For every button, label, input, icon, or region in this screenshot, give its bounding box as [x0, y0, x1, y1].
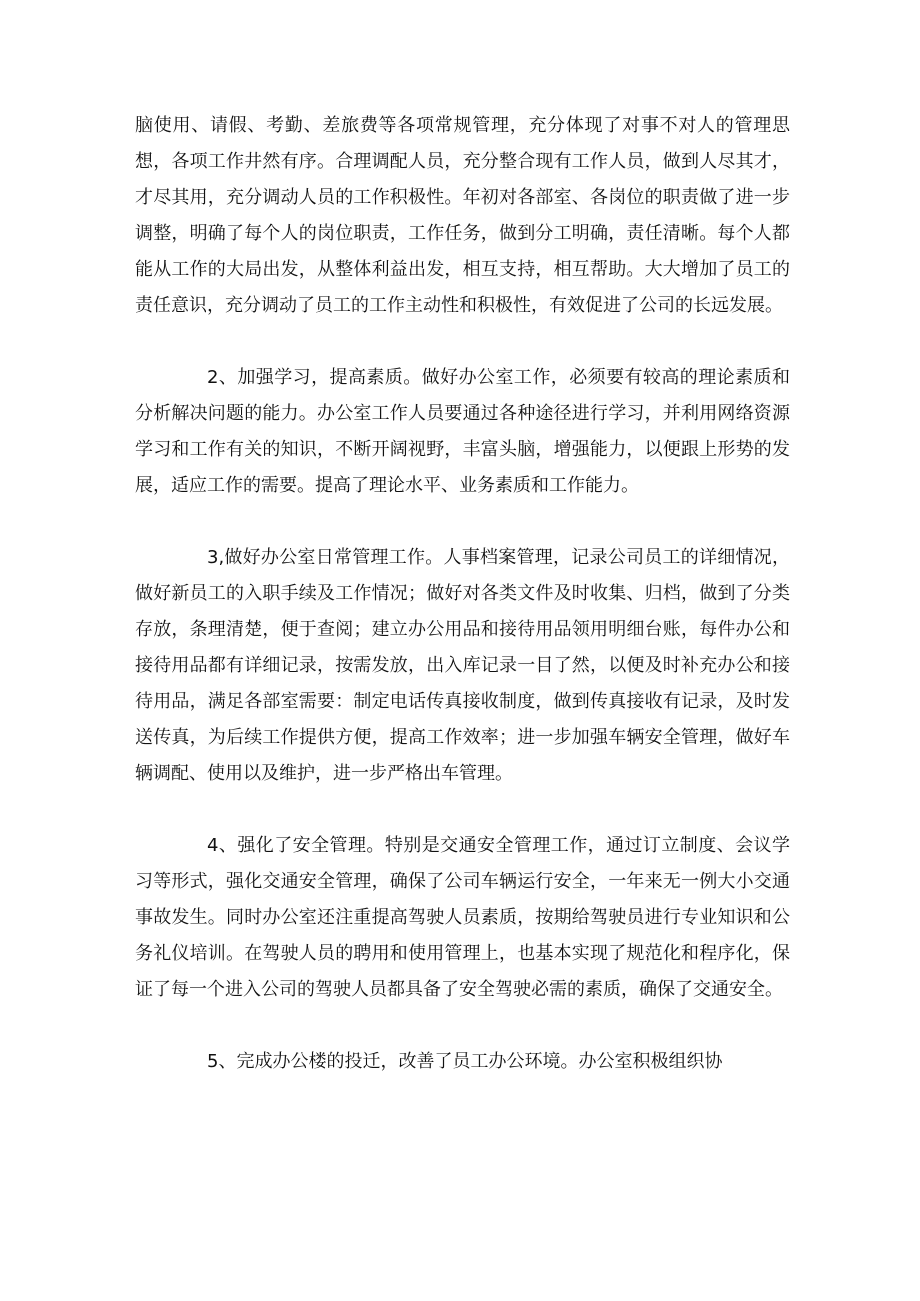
- document-body: [135, 108, 790, 1080]
- paragraph-item-3: 3,做好办公室日常管理工作。人事档案管理，记录公司员工的详细情况，做好新员工的入职手续及工作情况；做好对各类文件及时收集、归档，做到了分类存放，条理清楚，便于查阅；建立办公用品和接待用品领用明细台账，每件办公和接待用品都有详细记录，按需发放，出入库记录一目了然，以便及时补充办公和接待用品，满足各部室需要：制定电话传真接收制度，做到传真接收有记录，及时发送传真，为后续工作提供方便，提高工作效率；进一步加强车辆安全管理，做好车辆调配、使用以及维护，进一步严格出车管理。: [135, 547, 790, 784]
- paragraph-item-2: 2、加强学习，提高素质。做好办公室工作，必须要有较高的理论素质和分析解决问题的能力。办公室工作人员要通过各种途径进行学习，并利用网络资源学习和工作有关的知识，不断开阔视野，丰富头脑，增强能力，以便跟上形势的发展，适应工作的需要。提高了理论水平、业务素质和工作能力。: [135, 367, 790, 496]
- paragraph-item-5: 5、完成办公楼的投迁，改善了员工办公环境。办公室积极组织协: [207, 1051, 723, 1072]
- paragraph-item-4: 4、强化了安全管理。特别是交通安全管理工作，通过订立制度、会议学习等形式，强化交通安全管理，确保了公司车辆运行安全，一年来无一例大小交通事故发生。同时办公室还注重提高驾驶人员素质，按期给驾驶员进行专业知识和公务礼仪培训。在驾驶人员的聘用和使用管理上，也基本实现了规范化和程序化，保证了每一个进入公司的驾驶人员都具备了安全驾驶必需的素质，确保了交通安全。: [135, 835, 790, 1000]
- paragraph-continuation: 脑使用、请假、考勤、差旅费等各项常规管理，充分体现了对事不对人的管理思想，各项工作井然有序。合理调配人员，充分整合现有工作人员，做到人尽其才，才尽其用，充分调动人员的工作积极性。年初对各部室、各岗位的职责做了进一步调整，明确了每个人的岗位职责，工作任务，做到分工明确，责任清晰。每个人都能从工作的大局出发，从整体利益出发，相互支持，相互帮助。大大增加了员工的责任意识，充分调动了员工的工作主动性和积极性，有效促进了公司的长远发展。: [135, 115, 790, 316]
